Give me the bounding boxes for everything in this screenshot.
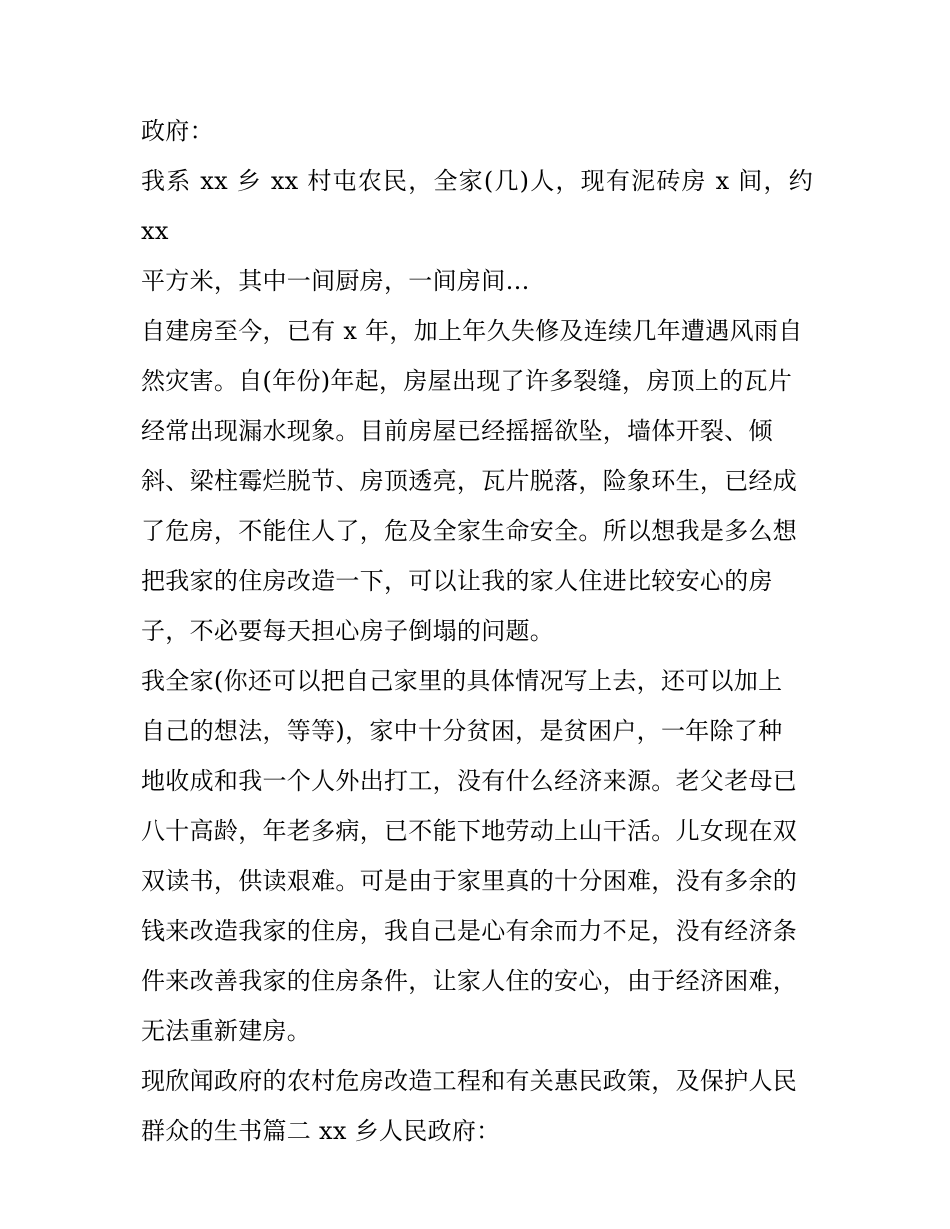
text-line: 平方米，其中一间厨房，一间房间… (141, 267, 530, 295)
text-line: 子，不必要每天担心房子倒塌的问题。 (141, 617, 555, 645)
text-line: 群众的生书篇二 xx 乡人民政府： (141, 1117, 501, 1145)
text-line: 八十高龄，年老多病，已不能下地劳动上山干活。儿女现在双 (141, 817, 798, 845)
text-line: 自己的想法，等等)，家中十分贫困，是贫困户，一年除了种 (141, 717, 783, 745)
text-line: 双读书，供读艰难。可是由于家里真的十分困难，没有多余的 (141, 867, 798, 895)
text-line: 了危房，不能住人了，危及全家生命安全。所以想我是多么想 (141, 517, 798, 545)
text-line: 我全家(你还可以把自己家里的具体情况写上去，还可以加上 (141, 667, 783, 695)
text-line: 件来改善我家的住房条件，让家人住的安心，由于经济困难， (141, 967, 798, 995)
text-line: 斜、梁柱霉烂脱节、房顶透亮，瓦片脱落，险象环生，已经成 (141, 467, 798, 495)
text-line: 地收成和我一个人外出打工，没有什么经济来源。老父老母已 (141, 767, 798, 795)
text-line: 现欣闻政府的农村危房改造工程和有关惠民政策，及保护人民 (141, 1067, 798, 1095)
text-line: 钱来改造我家的住房，我自己是心有余而力不足，没有经济条 (141, 917, 798, 945)
text-line: 自建房至今，已有 x 年，加上年久失修及连续几年遭遇风雨自 (141, 317, 803, 345)
document-page (141, 106, 821, 1156)
text-line-salutation: 政府： (141, 117, 214, 145)
text-line: 无法重新建房。 (141, 1017, 312, 1045)
text-line: 把我家的住房改造一下，可以让我的家人住进比较安心的房 (141, 567, 773, 595)
text-line: 然灾害。自(年份)年起，房屋出现了许多裂缝，房顶上的瓦片 (141, 367, 793, 395)
text-line: 经常出现漏水现象。目前房屋已经摇摇欲坠，墙体开裂、倾 (141, 417, 773, 445)
text-line: 我系 xx 乡 xx 村屯农民，全家(几)人，现有泥砖房 x 间，约 xx (141, 167, 821, 245)
